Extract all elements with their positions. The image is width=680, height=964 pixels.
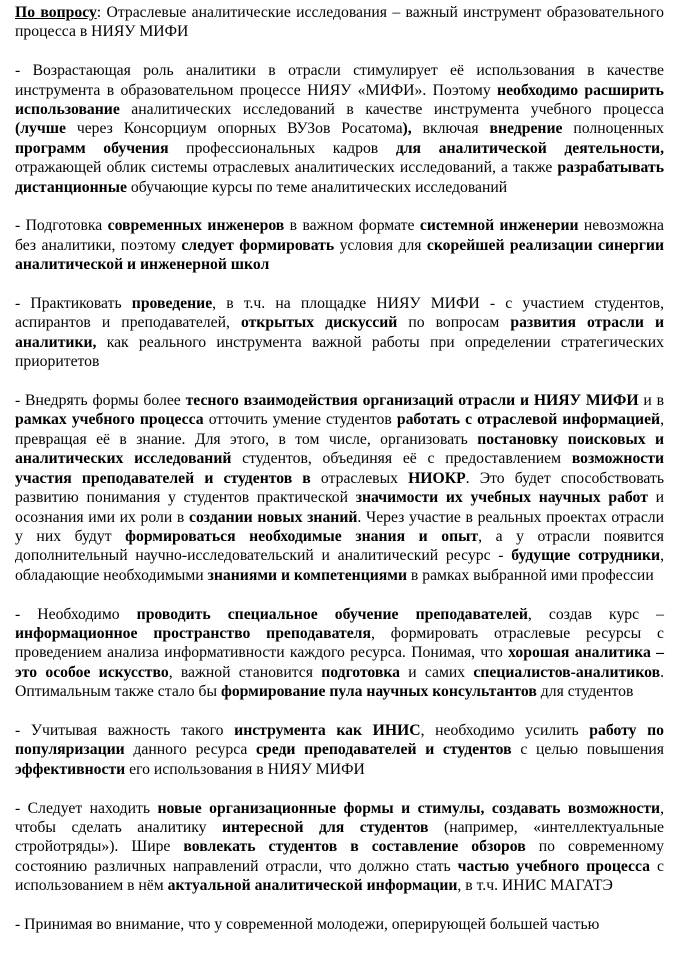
bold-run: формирование пула научных консультантов [220,683,537,701]
text-run: аналитических исследований в качестве инструмента учебного процесса [119,101,664,119]
bold-run: интересной для студентов [222,818,429,836]
paragraph-analytics-role [15,61,664,197]
text-run: - Внедрять формы более [15,392,186,410]
text-run: и в [638,392,664,410]
text-run: в рамках выбранной ими профессии [406,566,654,584]
text-run: условия для [334,236,427,254]
text-run: для студентов [536,683,634,701]
bold-run: ), [402,120,412,138]
text-run: , превращая её в знание. Для этого, в том числе, организовать [15,411,665,448]
topic-text: : Отраслевые аналитические исследования – важный инструмент образовательного процесса в НИЯУ МИФИ [15,4,664,41]
text-run: как реального инструмента важной работы при определении стратегических приоритетов [15,333,664,371]
text-run: - Подготовка [15,217,108,235]
text-run: по современному состоянию различных направлений отрасли, что должно стать [15,838,664,875]
bold-run: разрабатывать дистанционные [15,159,664,196]
bold-run: знаниями и компетенциями [207,566,407,584]
text-run: , в т.ч. на площадке НИЯУ МИФИ - с участием студентов, аспирантов и преподавателей, [15,295,664,332]
text-run: , формировать отраслевые ресурсы с проведением анализа информативности каждого ресурса. Понимая, что [15,624,664,662]
bold-run: информационное пространство преподавателя [15,624,371,642]
text-run: - Необходимо [15,605,137,623]
bold-run: работать с отраслевой информацией [396,411,661,429]
text-run: отраслевых [310,469,409,487]
bold-run: открытых дискуссий [240,314,398,332]
bold-run: для аналитической деятельности, [395,139,665,157]
bold-run: современных инженеров [107,217,285,235]
text-run: полноценных [562,120,664,138]
bold-run: работу по популяризации [15,721,664,759]
paragraph-new-forms [15,799,664,896]
bold-run: внедрение [489,120,563,138]
paragraph-interaction [15,391,664,585]
bold-run: следует формировать [181,236,335,254]
text-run: обучающие курсы по теме аналитических исследований [126,178,508,196]
bold-run: частью учебного процесса [457,857,651,875]
text-run: через Консорциум опорных ВУЗов Росатома [65,120,403,138]
bold-run: рамках учебного процесса [15,411,204,429]
paragraph-discussions [15,294,664,372]
text-run: профессиональных кадров [168,139,396,157]
text-run: в важном формате [284,217,420,235]
bold-run: проводить специальное обучение преподавателей [136,605,528,623]
text-run: по вопросам [397,314,511,332]
text-run: с использованием в нём [15,857,664,895]
text-run: и осознания ими их роли в [15,489,664,526]
bold-run: НИОКР [408,469,466,487]
bold-run: вовлекать студентов в составление обзоров [183,838,526,856]
text-run: - Следует находить [15,799,158,817]
bold-run: программ обучения [15,139,169,157]
topic-paragraph [15,3,664,42]
text-run: - Принимая во внимание, что у современной молодежи, оперирующей большей частью [15,915,600,933]
text-run: отточить умение студентов [203,411,397,429]
bold-run: значимости их учебных научных работ [355,489,648,507]
text-run: . Оптимальным также стало бы [15,663,664,701]
bold-run: актуальной аналитической информации [167,877,458,895]
bold-run: будущие сотрудники [511,547,661,565]
text-run: , необходимо усилить [420,721,590,739]
bold-run: проведение [131,295,213,313]
bold-run: хорошая аналитика – это особое искусство [15,644,665,681]
text-run: включая [411,120,490,138]
bold-run: специалистов-аналитиков [473,663,661,681]
topic-label: По вопросу [15,4,97,21]
text-run: . Через участие в реальных проектах отрасли у них будут [15,508,665,545]
text-run: , чтобы сделать аналитику [15,799,665,836]
text-run: , а у отрасли появится дополнительный научно-исследовательский и аналитический ресурс - [15,527,664,565]
text-run: и самих [400,663,474,681]
bold-run: создании новых знаний [189,508,358,526]
bold-run: формироваться необходимые знания и опыт [125,527,479,545]
bold-run: системной инженерии [419,217,579,235]
text-run: , создав курс – [527,605,665,623]
text-run: невозможна без аналитики, поэтому [15,217,664,254]
text-run: (например, «интеллектуальные стройотряды»). Шире [15,818,664,856]
bold-run: возможности участия преподавателей и студентов в [15,450,664,487]
bold-run: новые организационные формы и стимулы, создавать возможности [157,799,661,817]
bold-run: инструмента как ИНИС [234,721,421,739]
paragraph-youth [15,915,664,934]
text-run: - Возрастающая роль аналитики в отрасли стимулирует её использования в качестве инструмента в образовательном процессе НИЯУ «МИФИ». Поэтому [15,62,664,99]
bold-run: необходимо расширить использование [15,81,664,119]
bold-run: (лучше [15,120,66,138]
paragraph-inis [15,721,664,779]
text-run: - Учитывая важность такого [15,721,235,739]
text-run: . Это будет способствовать развитию понимания у студентов практической [15,469,664,507]
text-run: , обладающие необходимыми [15,547,664,584]
bold-run: развития отрасли и аналитики, [15,314,664,351]
bold-run: среди преподавателей и студентов [256,741,512,759]
text-run: его использования в НИЯУ МИФИ [125,760,365,778]
text-run: , в т.ч. ИНИС МАГАТЭ [457,877,613,895]
paragraph-engineers [15,216,664,274]
bold-run: подготовка [321,663,401,681]
text-run: данного ресурса [124,741,257,759]
text-run: студентов, объединяя её с предоставлением [231,450,572,468]
bold-run: тесного взаимодействия организаций отрасли и НИЯУ МИФИ [185,392,639,410]
text-run: - Практиковать [15,295,132,313]
text-run: с целью повышения [511,741,664,759]
bold-run: постановку поисковых и аналитических исследований [15,430,664,468]
bold-run: скорейшей реализации синергии аналитической и инженерной школ [15,236,664,274]
paragraph-teacher-training [15,605,664,702]
text-run: , важной становится [168,663,322,681]
bold-run: эффективности [15,760,126,778]
text-run: отражающей облик системы отраслевых аналитических исследований, а также [15,159,558,177]
